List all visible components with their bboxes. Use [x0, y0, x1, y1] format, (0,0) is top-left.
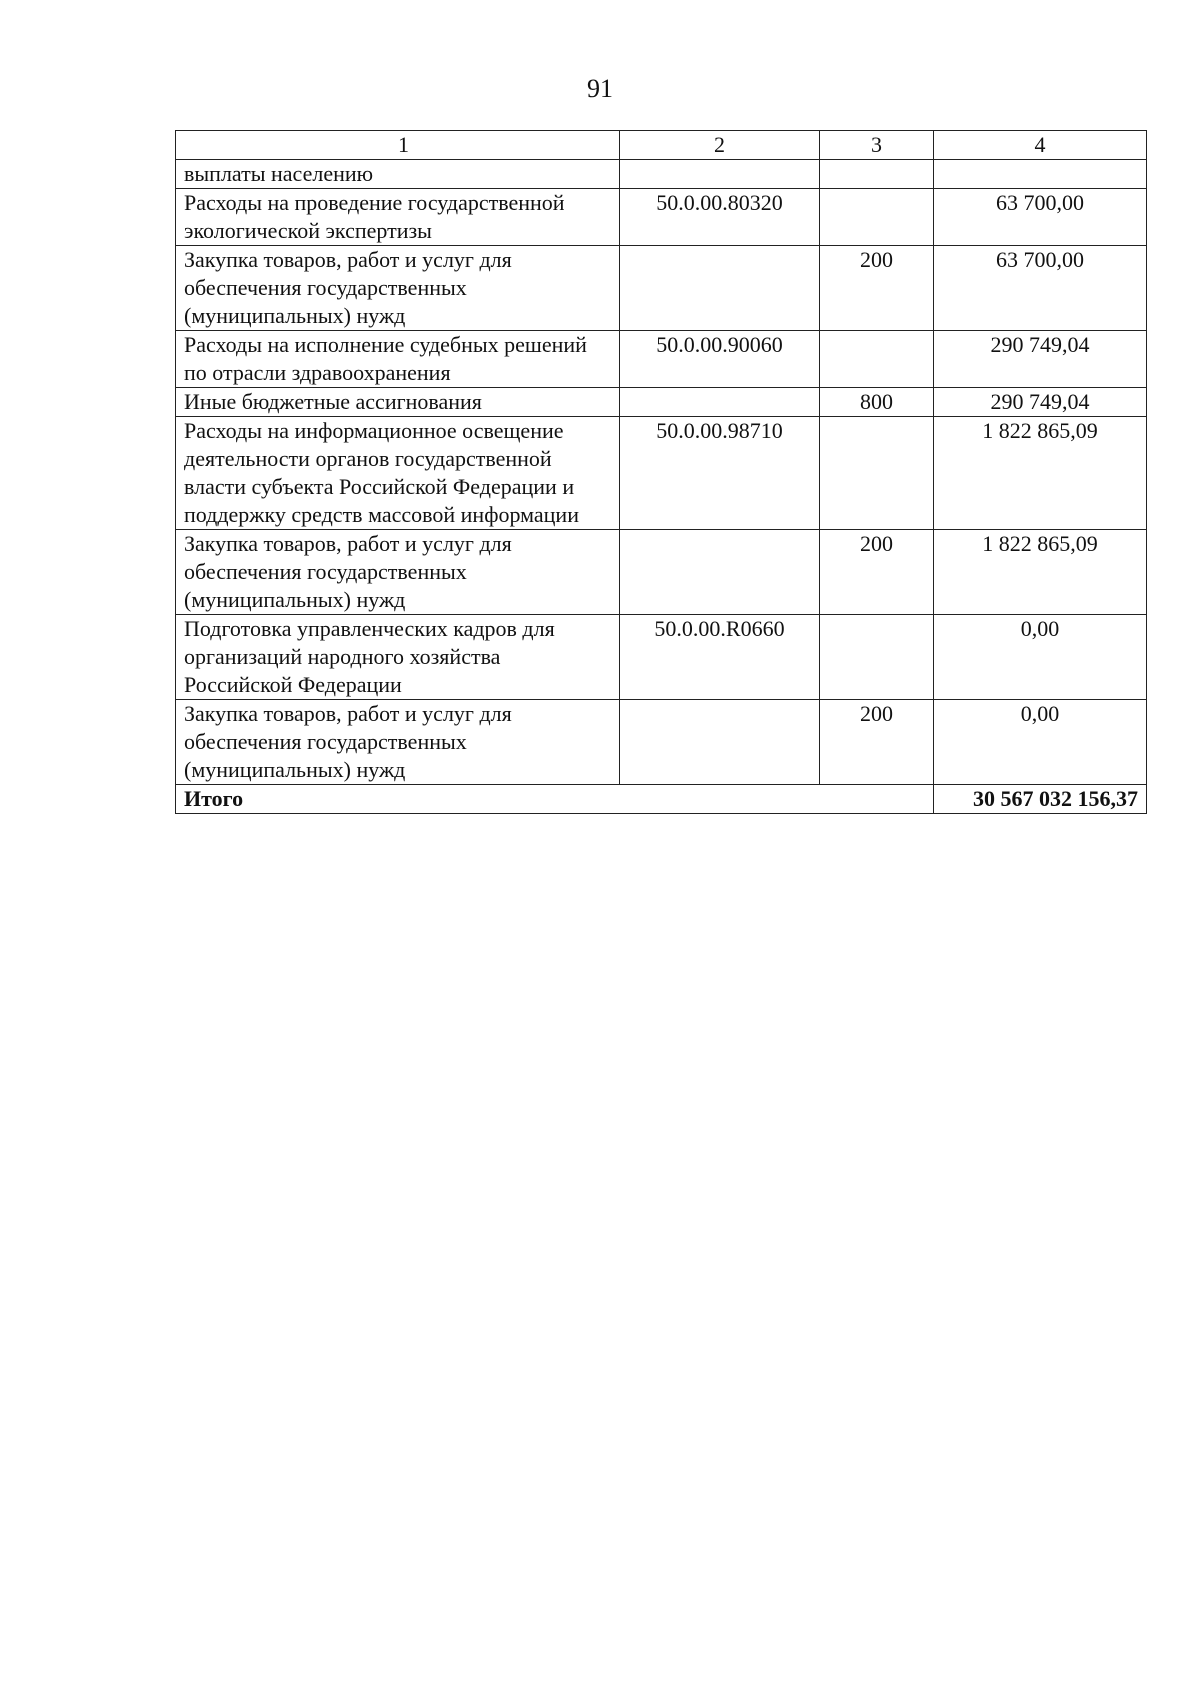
row-code	[620, 530, 820, 615]
table-row	[176, 189, 1147, 246]
row-group	[820, 160, 934, 189]
row-name: Расходы на проведение государственной экологической экспертизы	[176, 189, 620, 246]
column-header: 4	[934, 131, 1147, 160]
row-name: Закупка товаров, работ и услуг для обеспечения государственных (муниципальных) нужд	[176, 246, 620, 331]
row-amount: 0,00	[934, 615, 1147, 700]
table-row	[176, 388, 1147, 417]
table-row	[176, 331, 1147, 388]
budget-table	[175, 130, 1147, 814]
row-amount	[934, 160, 1147, 189]
total-amount: 30 567 032 156,37	[934, 785, 1147, 814]
table-row	[176, 160, 1147, 189]
row-group: 200	[820, 700, 934, 785]
row-name: Закупка товаров, работ и услуг для обеспечения государственных (муниципальных) нужд	[176, 530, 620, 615]
row-amount: 1 822 865,09	[934, 530, 1147, 615]
row-group	[820, 615, 934, 700]
row-code	[620, 246, 820, 331]
row-group: 200	[820, 530, 934, 615]
column-header: 2	[620, 131, 820, 160]
row-code: 50.0.00.80320	[620, 189, 820, 246]
column-header: 1	[176, 131, 620, 160]
row-name: Расходы на информационное освещение деятельности органов государственной власти субъекта Российской Федерации и поддержку средств массовой информации	[176, 417, 620, 530]
row-name: Закупка товаров, работ и услуг для обеспечения государственных (муниципальных) нужд	[176, 700, 620, 785]
table-row	[176, 246, 1147, 331]
table-row	[176, 530, 1147, 615]
table-row	[176, 417, 1147, 530]
row-group	[820, 417, 934, 530]
row-code	[620, 388, 820, 417]
table-header-row	[176, 131, 1147, 160]
row-amount: 290 749,04	[934, 388, 1147, 417]
row-code: 50.0.00.90060	[620, 331, 820, 388]
row-group: 800	[820, 388, 934, 417]
row-name: Иные бюджетные ассигнования	[176, 388, 620, 417]
row-amount: 63 700,00	[934, 189, 1147, 246]
row-group: 200	[820, 246, 934, 331]
row-group	[820, 189, 934, 246]
row-amount: 63 700,00	[934, 246, 1147, 331]
row-amount: 290 749,04	[934, 331, 1147, 388]
row-code	[620, 700, 820, 785]
table-row	[176, 700, 1147, 785]
row-code: 50.0.00.98710	[620, 417, 820, 530]
column-header: 3	[820, 131, 934, 160]
row-name: выплаты населению	[176, 160, 620, 189]
row-amount: 0,00	[934, 700, 1147, 785]
row-name: Расходы на исполнение судебных решений по отрасли здравоохранения	[176, 331, 620, 388]
total-row	[176, 785, 1147, 814]
row-name: Подготовка управленческих кадров для организаций народного хозяйства Российской Федерации	[176, 615, 620, 700]
row-code: 50.0.00.R0660	[620, 615, 820, 700]
row-amount: 1 822 865,09	[934, 417, 1147, 530]
page-number: 91	[587, 74, 613, 103]
table-row	[176, 615, 1147, 700]
total-label: Итого	[176, 785, 934, 814]
row-code	[620, 160, 820, 189]
row-group	[820, 331, 934, 388]
